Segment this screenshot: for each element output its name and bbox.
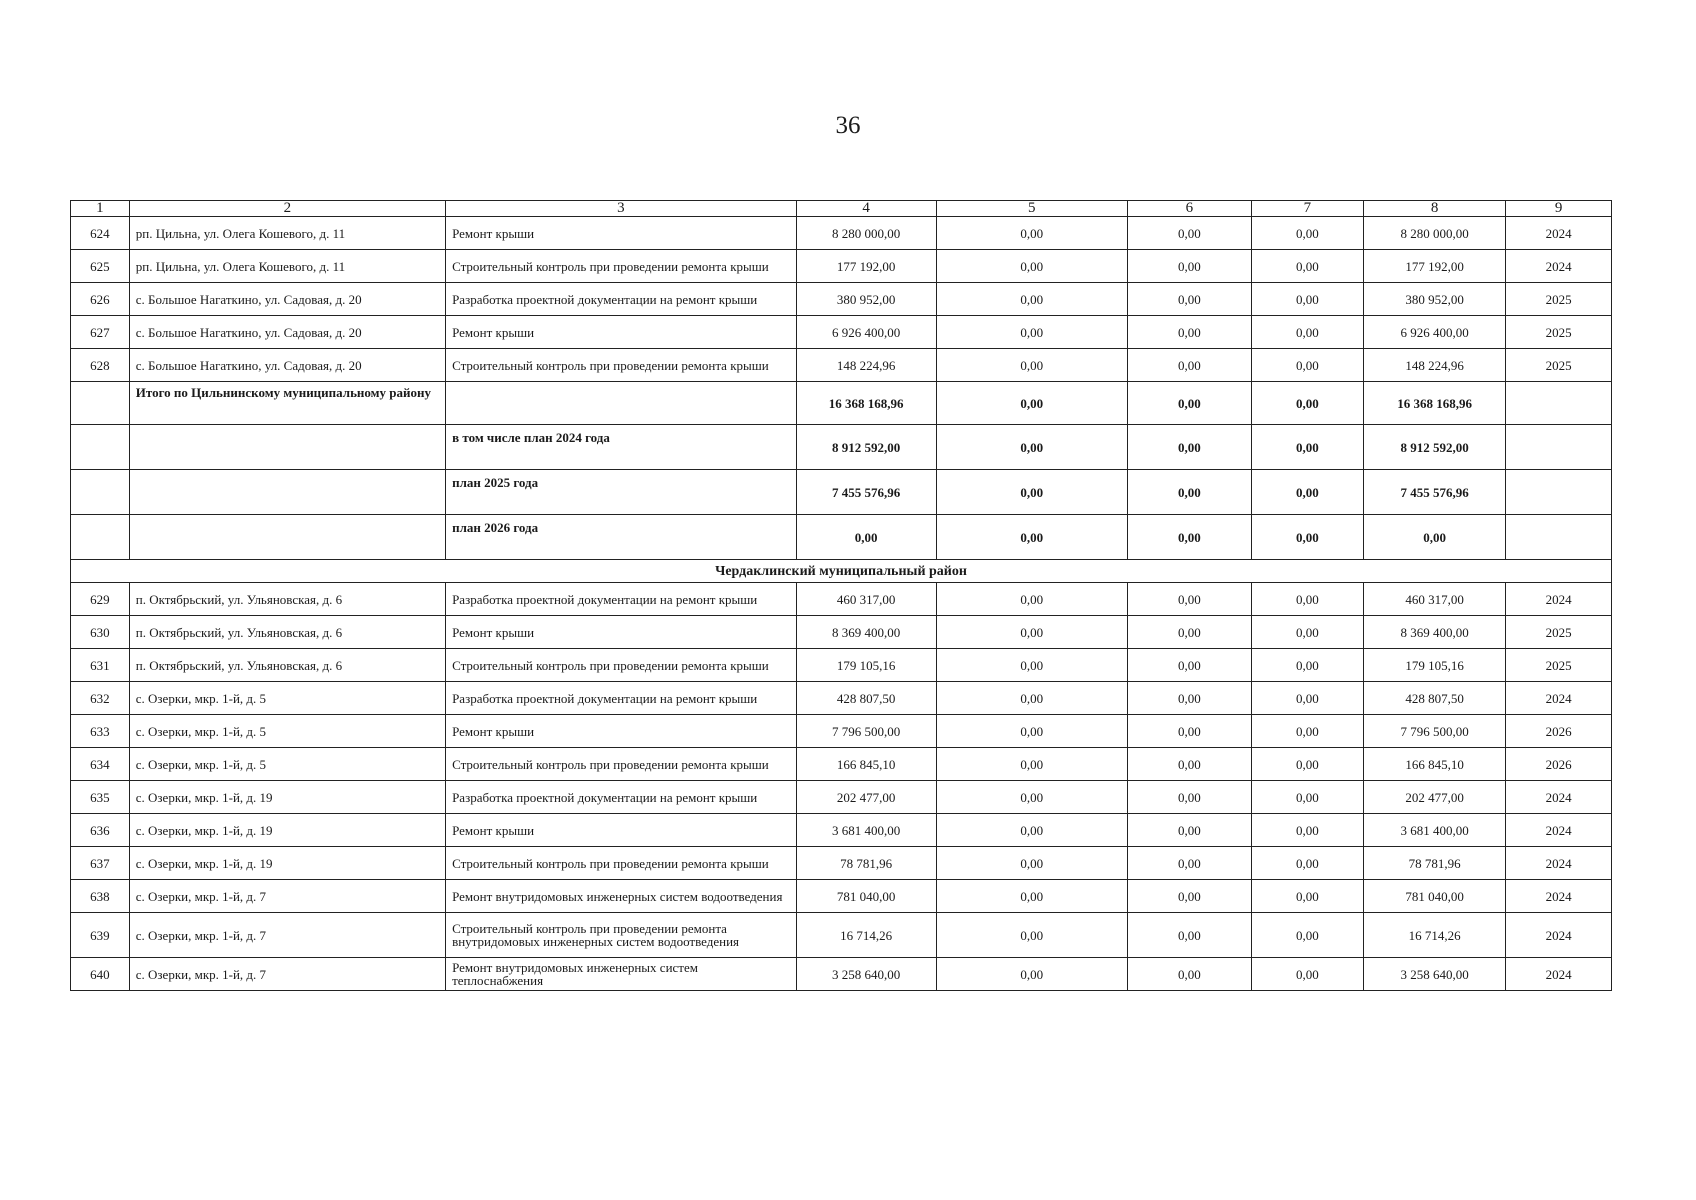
work-type-cell: Ремонт крыши [446,616,797,649]
column-header: 8 [1364,201,1506,217]
amount-col7-cell: 0,00 [1251,649,1363,682]
amount-col8-cell: 3 258 640,00 [1364,958,1506,991]
amount-col7-cell: 0,00 [1251,715,1363,748]
amount-col7-cell: 0,00 [1251,847,1363,880]
amount-col7-cell: 0,00 [1251,283,1363,316]
work-type-cell: Строительный контроль при проведении ремонта внутридомовых инженерных систем водоотведения [446,913,797,958]
row-number: 633 [71,715,130,748]
year-cell: 2024 [1506,217,1612,250]
amount-col7-cell: 0,00 [1251,913,1363,958]
amount-col5-cell: 0,00 [936,583,1127,616]
amount-col5-cell: 0,00 [936,682,1127,715]
column-header: 1 [71,201,130,217]
amount-col5-cell: 0,00 [936,958,1127,991]
amount-col5-cell: 0,00 [936,781,1127,814]
address-cell: с. Озерки, мкр. 1-й, д. 19 [129,847,445,880]
amount-col8-cell: 7 796 500,00 [1364,715,1506,748]
amount-col8-cell: 8 280 000,00 [1364,217,1506,250]
plan-2026-label: план 2026 года [446,515,797,560]
year-cell: 2024 [1506,583,1612,616]
amount-total-cell: 78 781,96 [796,847,936,880]
amount-col8-cell: 166 845,10 [1364,748,1506,781]
row-number: 640 [71,958,130,991]
amount-col8-cell: 380 952,00 [1364,283,1506,316]
table-row [71,616,1612,649]
amount-col7-cell: 0,00 [1251,880,1363,913]
plan-2025-row [71,470,1612,515]
amount-col8-cell: 460 317,00 [1364,583,1506,616]
table-row [71,748,1612,781]
work-type-cell: Разработка проектной документации на ремонт крыши [446,682,797,715]
amount-col5-cell: 0,00 [936,250,1127,283]
address-cell: с. Озерки, мкр. 1-й, д. 5 [129,682,445,715]
plan-2025-c5: 0,00 [936,470,1127,515]
work-type-cell: Разработка проектной документации на ремонт крыши [446,583,797,616]
amount-col6-cell: 0,00 [1127,616,1251,649]
plan-2024-c8: 8 912 592,00 [1364,425,1506,470]
address-cell: с. Озерки, мкр. 1-й, д. 5 [129,715,445,748]
column-header: 9 [1506,201,1612,217]
row-number: 637 [71,847,130,880]
row-number: 635 [71,781,130,814]
amount-col8-cell: 3 681 400,00 [1364,814,1506,847]
total-row [71,382,1612,425]
amount-total-cell: 8 369 400,00 [796,616,936,649]
work-type-cell: Строительный контроль при проведении ремонта крыши [446,847,797,880]
table-row [71,847,1612,880]
amount-total-cell: 3 258 640,00 [796,958,936,991]
row-number: 632 [71,682,130,715]
total-c5: 0,00 [936,382,1127,425]
plan-2024-c6: 0,00 [1127,425,1251,470]
amount-total-cell: 460 317,00 [796,583,936,616]
amount-col6-cell: 0,00 [1127,217,1251,250]
plan-2024-c7: 0,00 [1251,425,1363,470]
amount-col8-cell: 8 369 400,00 [1364,616,1506,649]
year-cell: 2024 [1506,781,1612,814]
section-title: Чердаклинский муниципальный район [71,560,1612,583]
amount-col8-cell: 428 807,50 [1364,682,1506,715]
table-row [71,913,1612,958]
address-cell: п. Октябрьский, ул. Ульяновская, д. 6 [129,649,445,682]
row-number: 626 [71,283,130,316]
year-cell: 2025 [1506,316,1612,349]
amount-col5-cell: 0,00 [936,649,1127,682]
section-header-row [71,560,1612,583]
amount-col7-cell: 0,00 [1251,250,1363,283]
column-header: 6 [1127,201,1251,217]
amount-col7-cell: 0,00 [1251,583,1363,616]
amount-col6-cell: 0,00 [1127,880,1251,913]
work-type-cell: Разработка проектной документации на ремонт крыши [446,283,797,316]
table-row [71,814,1612,847]
row-number: 629 [71,583,130,616]
amount-col6-cell: 0,00 [1127,283,1251,316]
work-type-cell: Строительный контроль при проведении ремонта крыши [446,250,797,283]
column-header: 5 [936,201,1127,217]
plan-2026-row [71,515,1612,560]
amount-col6-cell: 0,00 [1127,748,1251,781]
amount-col8-cell: 16 714,26 [1364,913,1506,958]
work-type-cell: Строительный контроль при проведении ремонта крыши [446,349,797,382]
amount-col5-cell: 0,00 [936,913,1127,958]
year-cell: 2024 [1506,682,1612,715]
amount-col6-cell: 0,00 [1127,958,1251,991]
page-number: 36 [835,112,861,139]
amount-col6-cell: 0,00 [1127,814,1251,847]
work-type-cell: Ремонт крыши [446,715,797,748]
year-cell: 2024 [1506,814,1612,847]
amount-col8-cell: 148 224,96 [1364,349,1506,382]
work-type-cell: Строительный контроль при проведении ремонта крыши [446,748,797,781]
amount-col8-cell: 179 105,16 [1364,649,1506,682]
amount-total-cell: 16 714,26 [796,913,936,958]
year-cell: 2024 [1506,250,1612,283]
year-cell: 2026 [1506,715,1612,748]
column-header: 7 [1251,201,1363,217]
table-row [71,958,1612,991]
address-cell: рп. Цильна, ул. Олега Кошевого, д. 11 [129,250,445,283]
work-type-cell: Ремонт внутридомовых инженерных систем водоотведения [446,880,797,913]
year-cell: 2025 [1506,283,1612,316]
amount-col7-cell: 0,00 [1251,349,1363,382]
amount-total-cell: 8 280 000,00 [796,217,936,250]
total-num [71,382,130,425]
amount-col6-cell: 0,00 [1127,715,1251,748]
table-row [71,715,1612,748]
work-type-cell: Строительный контроль при проведении ремонта крыши [446,649,797,682]
amount-col7-cell: 0,00 [1251,616,1363,649]
amount-total-cell: 202 477,00 [796,781,936,814]
address-cell: с. Большое Нагаткино, ул. Садовая, д. 20 [129,283,445,316]
address-cell: с. Большое Нагаткино, ул. Садовая, д. 20 [129,349,445,382]
amount-col8-cell: 177 192,00 [1364,250,1506,283]
column-header: 4 [796,201,936,217]
row-number: 624 [71,217,130,250]
amount-col5-cell: 0,00 [936,814,1127,847]
plan-2026-c7: 0,00 [1251,515,1363,560]
table-row [71,283,1612,316]
table-row [71,583,1612,616]
amount-total-cell: 6 926 400,00 [796,316,936,349]
district-rows-cherdaklinsky [71,583,1612,991]
plan-2026-c5: 0,00 [936,515,1127,560]
table-row [71,781,1612,814]
address-cell: с. Озерки, мкр. 1-й, д. 7 [129,958,445,991]
row-number: 638 [71,880,130,913]
column-header: 3 [446,201,797,217]
plan-2025-c7: 0,00 [1251,470,1363,515]
address-cell: рп. Цильна, ул. Олега Кошевого, д. 11 [129,217,445,250]
budget-table [70,200,1612,991]
row-number: 627 [71,316,130,349]
plan-2024-c4: 8 912 592,00 [796,425,936,470]
amount-total-cell: 148 224,96 [796,349,936,382]
plan-2025-label: план 2025 года [446,470,797,515]
table-row [71,316,1612,349]
total-title: Итого по Цильнинскому муниципальному району [129,382,445,425]
amount-total-cell: 3 681 400,00 [796,814,936,847]
district-rows-tsilninsky [71,217,1612,382]
amount-col5-cell: 0,00 [936,715,1127,748]
amount-total-cell: 166 845,10 [796,748,936,781]
row-number: 631 [71,649,130,682]
amount-col5-cell: 0,00 [936,616,1127,649]
plan-2026-c6: 0,00 [1127,515,1251,560]
amount-col6-cell: 0,00 [1127,649,1251,682]
table-row [71,217,1612,250]
amount-col6-cell: 0,00 [1127,913,1251,958]
total-c7: 0,00 [1251,382,1363,425]
address-cell: с. Озерки, мкр. 1-й, д. 7 [129,880,445,913]
amount-total-cell: 428 807,50 [796,682,936,715]
row-number: 625 [71,250,130,283]
amount-col5-cell: 0,00 [936,283,1127,316]
totals-block [71,382,1612,583]
row-number: 634 [71,748,130,781]
amount-col8-cell: 78 781,96 [1364,847,1506,880]
address-cell: п. Октябрьский, ул. Ульяновская, д. 6 [129,583,445,616]
plan-2025-c8: 7 455 576,96 [1364,470,1506,515]
plan-2024-c5: 0,00 [936,425,1127,470]
total-work [446,382,797,425]
work-type-cell: Разработка проектной документации на ремонт крыши [446,781,797,814]
year-cell: 2025 [1506,616,1612,649]
table-row [71,682,1612,715]
year-cell: 2026 [1506,748,1612,781]
year-cell: 2025 [1506,649,1612,682]
amount-col7-cell: 0,00 [1251,958,1363,991]
total-c9 [1506,382,1612,425]
year-cell: 2025 [1506,349,1612,382]
amount-col6-cell: 0,00 [1127,250,1251,283]
address-cell: с. Большое Нагаткино, ул. Садовая, д. 20 [129,316,445,349]
year-cell: 2024 [1506,880,1612,913]
amount-col7-cell: 0,00 [1251,316,1363,349]
address-cell: с. Озерки, мкр. 1-й, д. 19 [129,814,445,847]
amount-total-cell: 179 105,16 [796,649,936,682]
amount-col8-cell: 202 477,00 [1364,781,1506,814]
year-cell: 2024 [1506,847,1612,880]
row-number: 628 [71,349,130,382]
amount-col6-cell: 0,00 [1127,583,1251,616]
amount-col5-cell: 0,00 [936,349,1127,382]
amount-total-cell: 781 040,00 [796,880,936,913]
total-c4: 16 368 168,96 [796,382,936,425]
column-number-row [71,201,1612,217]
amount-col8-cell: 6 926 400,00 [1364,316,1506,349]
plan-2026-c4: 0,00 [796,515,936,560]
plan-2024-label: в том числе план 2024 года [446,425,797,470]
amount-col7-cell: 0,00 [1251,748,1363,781]
amount-col7-cell: 0,00 [1251,814,1363,847]
row-number: 636 [71,814,130,847]
amount-col7-cell: 0,00 [1251,781,1363,814]
work-type-cell: Ремонт крыши [446,814,797,847]
plan-2026-c8: 0,00 [1364,515,1506,560]
amount-col7-cell: 0,00 [1251,682,1363,715]
amount-col6-cell: 0,00 [1127,682,1251,715]
work-type-cell: Ремонт внутридомовых инженерных систем теплоснабжения [446,958,797,991]
amount-total-cell: 177 192,00 [796,250,936,283]
table-row [71,349,1612,382]
amount-col7-cell: 0,00 [1251,217,1363,250]
amount-col6-cell: 0,00 [1127,349,1251,382]
amount-col5-cell: 0,00 [936,880,1127,913]
work-type-cell: Ремонт крыши [446,316,797,349]
amount-col6-cell: 0,00 [1127,847,1251,880]
table-row [71,250,1612,283]
amount-col5-cell: 0,00 [936,217,1127,250]
address-cell: с. Озерки, мкр. 1-й, д. 19 [129,781,445,814]
amount-total-cell: 7 796 500,00 [796,715,936,748]
year-cell: 2024 [1506,913,1612,958]
table-row [71,649,1612,682]
address-cell: с. Озерки, мкр. 1-й, д. 5 [129,748,445,781]
amount-col8-cell: 781 040,00 [1364,880,1506,913]
amount-col5-cell: 0,00 [936,847,1127,880]
table-row [71,880,1612,913]
address-cell: п. Октябрьский, ул. Ульяновская, д. 6 [129,616,445,649]
amount-col5-cell: 0,00 [936,748,1127,781]
amount-col6-cell: 0,00 [1127,781,1251,814]
column-header: 2 [129,201,445,217]
row-number: 630 [71,616,130,649]
plan-2025-c6: 0,00 [1127,470,1251,515]
amount-total-cell: 380 952,00 [796,283,936,316]
year-cell: 2024 [1506,958,1612,991]
amount-col6-cell: 0,00 [1127,316,1251,349]
work-type-cell: Ремонт крыши [446,217,797,250]
amount-col5-cell: 0,00 [936,316,1127,349]
plan-2025-c4: 7 455 576,96 [796,470,936,515]
row-number: 639 [71,913,130,958]
plan-2024-row [71,425,1612,470]
address-cell: с. Озерки, мкр. 1-й, д. 7 [129,913,445,958]
total-c8: 16 368 168,96 [1364,382,1506,425]
total-c6: 0,00 [1127,382,1251,425]
